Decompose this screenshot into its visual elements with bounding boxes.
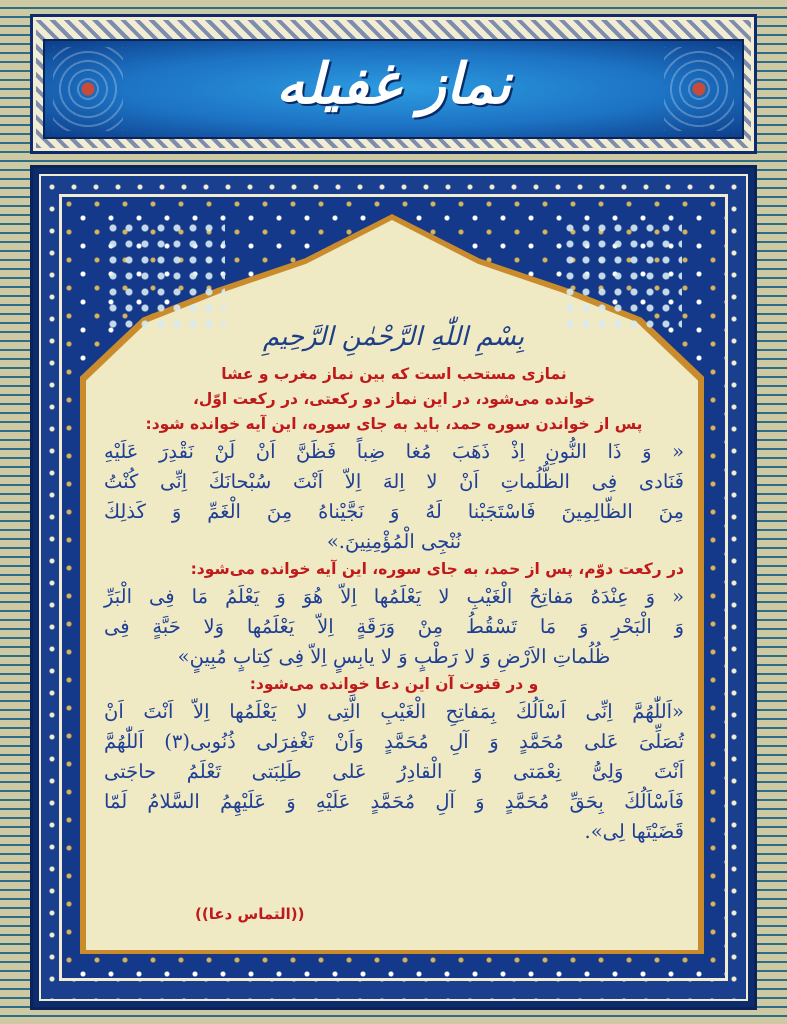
qunut-instruction: و در قنوت آن این دعا خوانده می‌شود:	[249, 675, 539, 693]
arabesque-ornament-right	[562, 220, 682, 330]
dua-line: فَاَسْاَلُكَ بِحَقِّ مُحَمَّدٍ وَ آلِ مُحَمَّدٍ عَلَیْهِ وَ عَلَیْهِمُ السَّلامُ لَمّا	[104, 790, 684, 813]
dua-line: «اَللّٰهُمَّ اِنِّی اَسْاَلُكَ بِمَفاتِحِ الْغَیْبِ الَّتِی لا یَعْلَمُها اِلاّ اَنْتَ اَنْ	[104, 700, 684, 723]
verse-line: نُنْجِی الْمُؤْمِنِینَ.»	[326, 530, 462, 553]
title-banner	[43, 39, 744, 139]
rakat-two-instruction: در رکعت دوّم، پس از حمد، به جای سوره، این آیه خوانده می‌شود:	[190, 560, 684, 578]
intro-line: خوانده می‌شود، در این نماز دو رکعتی، در رکعت اوّل،	[192, 390, 596, 408]
dua-line: قَضَیْتَها لِی».	[584, 820, 684, 843]
dua-line: اَنْتَ وَلِیُّ نِعْمَتی وَ الْقادِرُ عَلی طَلِبَتی تَعْلَمُ حاجَتی	[104, 760, 684, 783]
bismillah: بِسْمِ اللّٰهِ الرَّحْمٰنِ الرَّحِیمِ	[262, 322, 525, 352]
verse-line: وَ الْبَحْرِ وَ مَا تَسْقُطُ مِنْ وَرَقَةٍ اِلاّ یَعْلَمُها وَلا حَبَّةٍ فِی	[104, 615, 684, 638]
prayer-text	[104, 362, 684, 847]
title-frame	[30, 14, 757, 154]
intro-line: نمازی مستحب است که بین نماز مغرب و عشا	[221, 365, 567, 383]
verse-line: ظُلُماتِ الاَرْضِ وَ لا رَطْبٍ وَ لا یابِسٍ اِلاّ فِی كِتابٍ مُبِینٍ»	[177, 645, 611, 668]
footer-note: ((التماس دعا))	[195, 905, 305, 923]
verse-line: مِنَ الظّالِمِینَ فَاسْتَجَبْنا لَهُ وَ نَجَّیْناهُ مِنَ الْغَمِّ وَ كَذلِكَ	[104, 500, 684, 523]
arabesque-ornament-left	[105, 220, 225, 330]
page-title: نماز غفیله	[276, 51, 511, 117]
verse-line: « وَ ذَا النُّونِ اِذْ ذَهَبَ مُغا ضِباً فَظَنَّ اَنْ لَنْ نَقْدِرَ عَلَیْهِ	[104, 440, 684, 463]
intro-line: پس از خواندن سوره حمد، باید به جای سوره، این آیه خوانده شود:	[145, 415, 643, 433]
dua-line: تُصَلِّیَ عَلی مُحَمَّدٍ وَ آلِ مُحَمَّدٍ وَاَنْ تَغْفِرَلی ذُنُوبی(٣) اَللّٰهُمَّ	[104, 730, 684, 753]
verse-line: « وَ عِنْدَهُ مَفاتِحُ الْغَیْبِ لا یَعْلَمُها اِلاّ هُوَ وَ یَعْلَمُ مَا فِی الْبَرِّ	[104, 585, 684, 608]
verse-line: فَنَادی فِی الظُّلُماتِ اَنْ لا اِلهَ اِلاّ اَنْتَ سُبْحانَكَ اِنِّی كُنْتُ	[104, 470, 684, 493]
